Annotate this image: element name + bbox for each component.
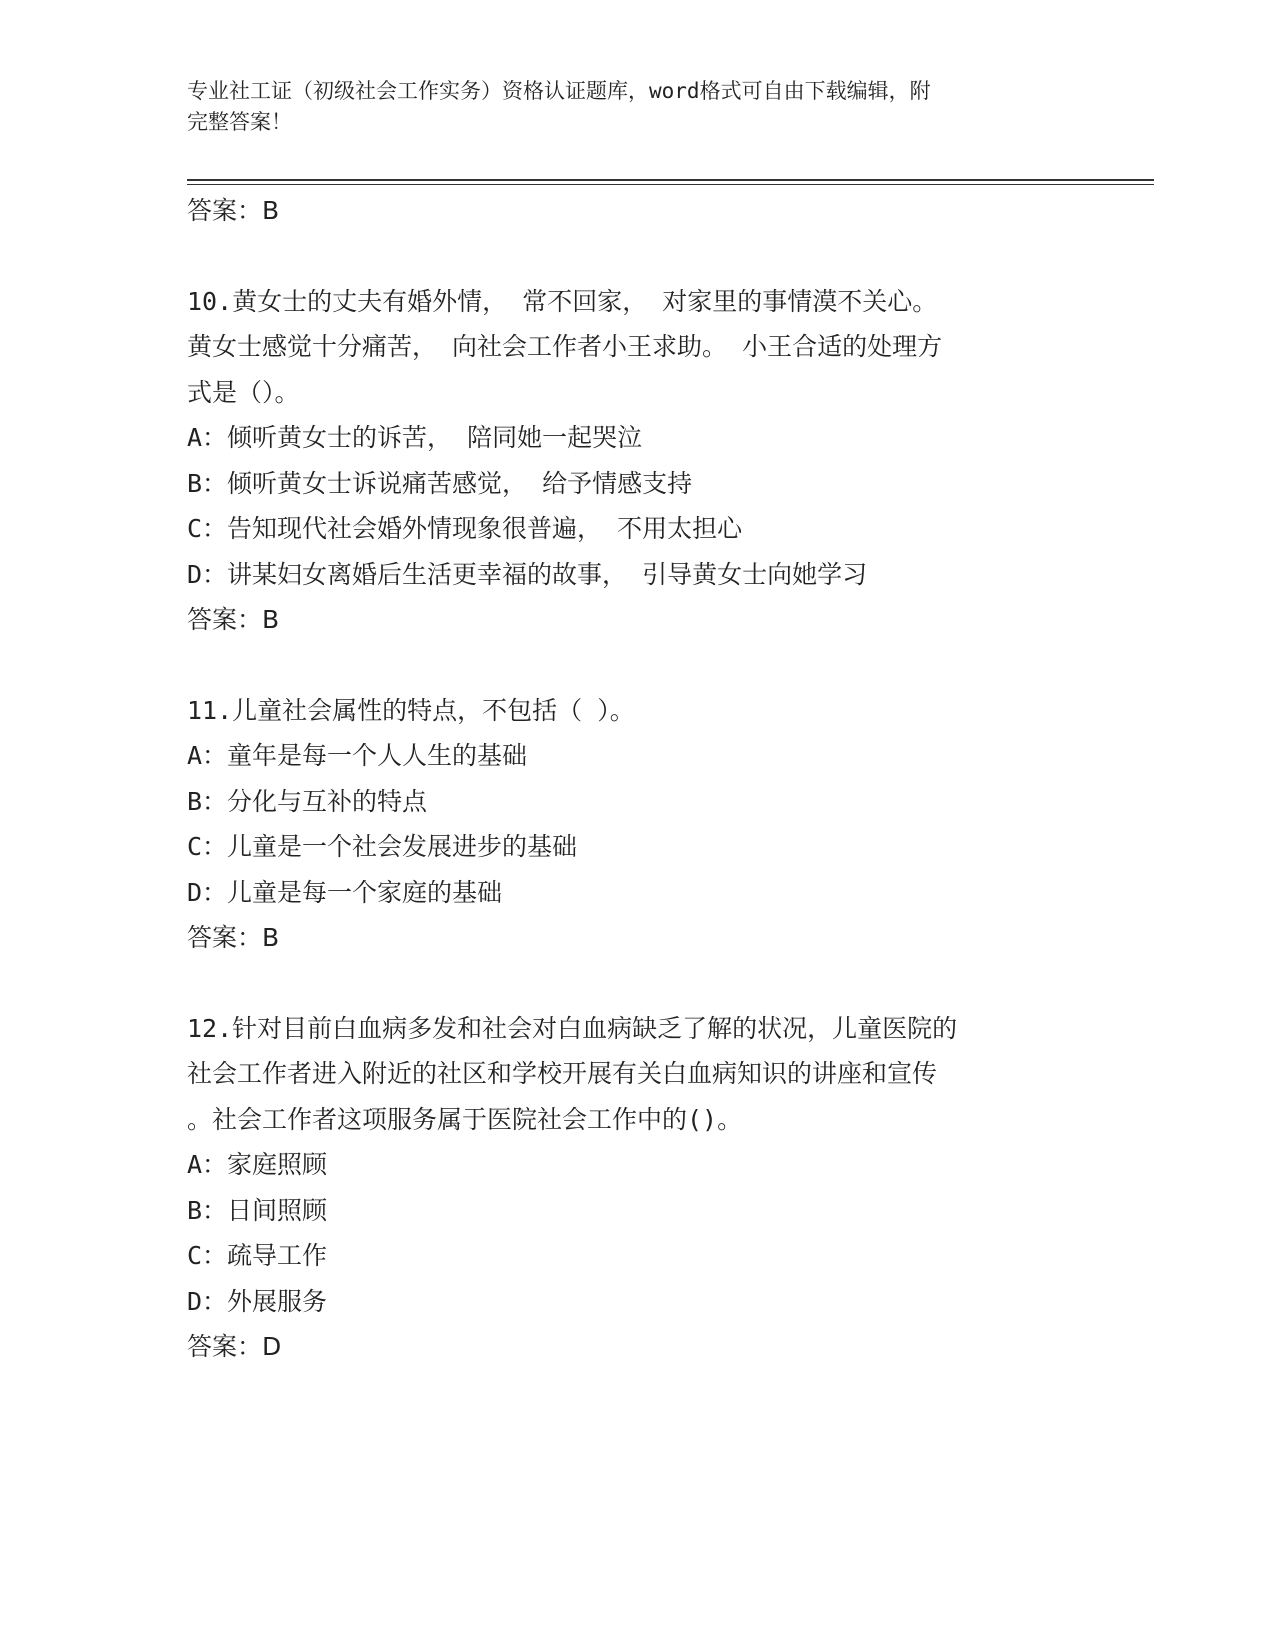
question-11 <box>187 688 1087 961</box>
header-rule-thick <box>187 179 1154 181</box>
answer: 答案：D <box>187 1332 282 1361</box>
header-line-1: 专业社工证（初级社会工作实务）资格认证题库，word格式可自由下载编辑，附 <box>187 79 931 103</box>
header-line-2: 完整答案！ <box>187 110 292 134</box>
question-text: 10.黄女士的丈夫有婚外情， 常不回家， 对家里的事情漠不关心。 <box>187 286 938 316</box>
option-b: B：倾听黄女士诉说痛苦感觉， 给予情感支持 <box>187 468 693 498</box>
header-rule-thin <box>187 184 1154 185</box>
page-header <box>187 76 1067 138</box>
option-a: A：童年是每一个人人生的基础 <box>187 741 528 770</box>
question-12 <box>187 1006 1087 1370</box>
option-a: A：倾听黄女士的诉苦， 陪同她一起哭泣 <box>187 423 643 452</box>
previous-answer: 答案：B <box>187 196 280 225</box>
question-10 <box>187 279 1087 643</box>
option-b: B：分化与互补的特点 <box>187 786 428 816</box>
question-text: 黄女士感觉十分痛苦， 向社会工作者小王求助。 小王合适的处理方 <box>187 332 943 361</box>
answer: 答案：B <box>187 923 280 952</box>
option-d: D：儿童是每一个家庭的基础 <box>187 877 503 907</box>
question-text: 社会工作者进入附近的社区和学校开展有关白血病知识的讲座和宣传 <box>187 1059 938 1088</box>
answer: 答案：B <box>187 605 280 634</box>
question-text: 12.针对目前白血病多发和社会对白血病缺乏了解的状况，儿童医院的 <box>187 1013 958 1043</box>
question-text: 11.儿童社会属性的特点，不包括（ ）。 <box>187 695 635 725</box>
question-list <box>187 188 1087 1370</box>
option-d: D：外展服务 <box>187 1286 328 1316</box>
option-a: A：家庭照顾 <box>187 1150 328 1179</box>
question-text: 式是（）。 <box>187 377 300 407</box>
option-d: D：讲某妇女离婚后生活更幸福的故事， 引导黄女士向她学习 <box>187 559 868 589</box>
option-b: B：日间照顾 <box>187 1195 328 1225</box>
option-c: C：告知现代社会婚外情现象很普遍， 不用太担心 <box>187 514 743 543</box>
option-c: C：儿童是一个社会发展进步的基础 <box>187 832 578 861</box>
question-text: 。社会工作者这项服务属于医院社会工作中的()。 <box>187 1104 743 1134</box>
option-c: C：疏导工作 <box>187 1241 328 1270</box>
